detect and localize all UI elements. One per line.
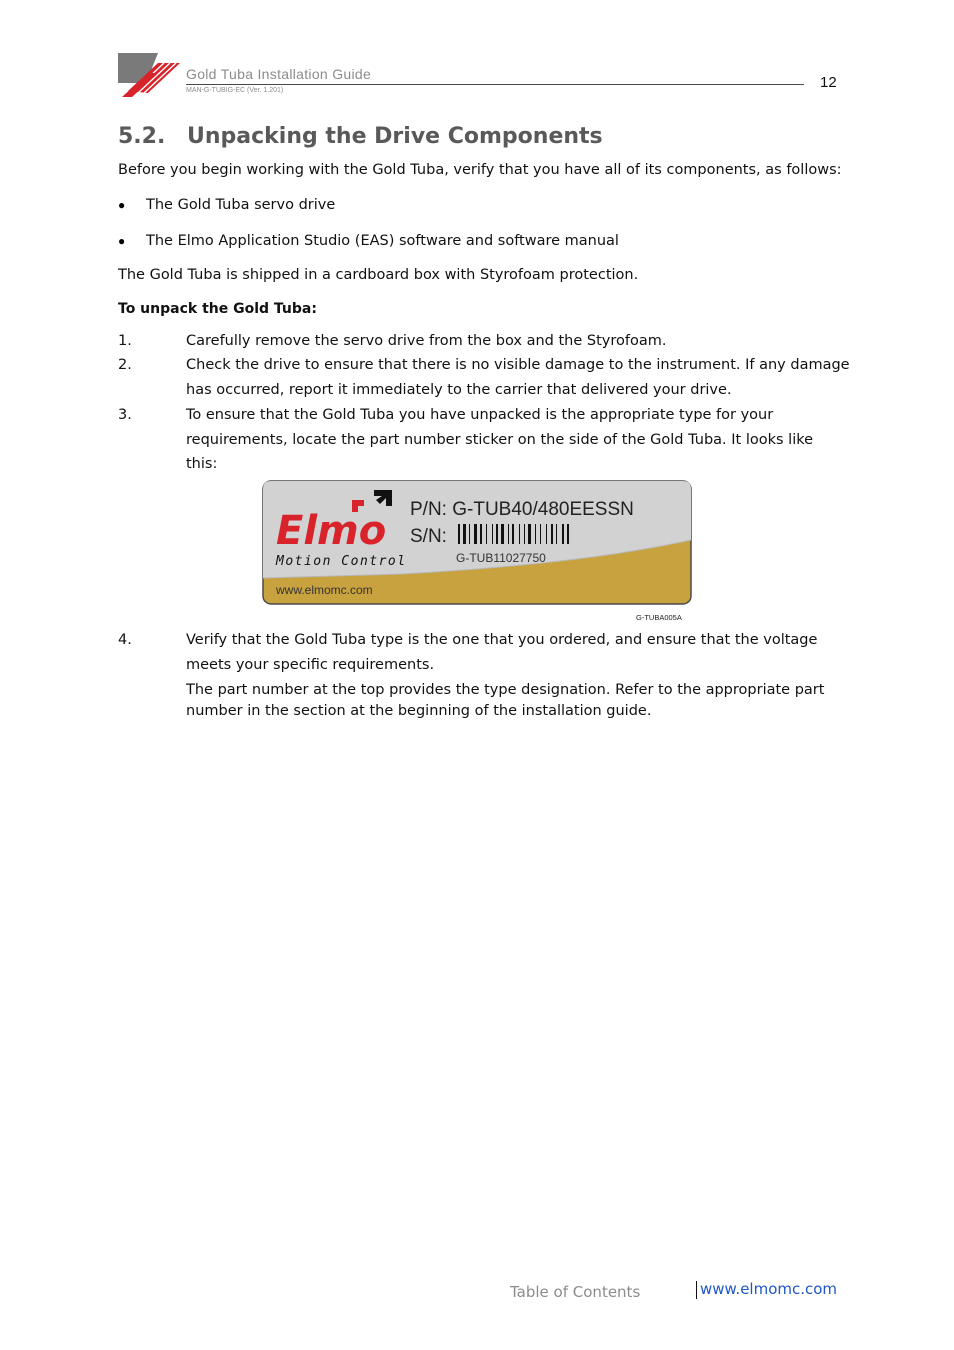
step-text: Carefully remove the servo drive from the box and the Styrofoam. — [186, 333, 667, 349]
step-number: 2. — [118, 357, 132, 373]
step-text: has occurred, report it immediately to the carrier that delivered your drive. — [186, 382, 732, 398]
procedure-heading: To unpack the Gold Tuba: — [118, 301, 317, 317]
sticker-tagline: Motion Control — [276, 554, 407, 569]
step-number: 3. — [118, 407, 132, 423]
header-doc-code: MAN-G-TUBIG-EC (Ver. 1.201) — [186, 87, 284, 94]
intro-paragraph: Before you begin working with the Gold Tuba, verify that you have all of its components, as follows: — [118, 162, 842, 178]
step-text: To ensure that the Gold Tuba you have unpacked is the appropriate type for your — [186, 407, 774, 423]
barcode-icon — [458, 524, 569, 544]
section-title: Unpacking the Drive Components — [187, 124, 603, 149]
step-text: this: — [186, 456, 218, 472]
sticker-serial-label: S/N: — [410, 526, 447, 547]
table-of-contents-link[interactable]: Table of Contents — [510, 1283, 641, 1301]
bullet-icon: ● — [118, 198, 126, 212]
step-number: 1. — [118, 333, 132, 349]
list-item: The Gold Tuba servo drive — [146, 197, 336, 213]
step-text: meets your specific requirements. — [186, 657, 435, 673]
bullet-icon: ● — [118, 234, 126, 248]
section-number: 5.2. — [118, 124, 166, 149]
figure-code: G-TUBA005A — [636, 613, 682, 622]
part-number-sticker — [262, 480, 692, 605]
step-text: Check the drive to ensure that there is no visible damage to the instrument. If any damage — [186, 357, 850, 373]
step-note: number in the section at the beginning of the installation guide. — [186, 703, 652, 719]
sticker-brand: Elmo — [276, 508, 387, 554]
footer-website-link[interactable]: www.elmomc.com — [700, 1280, 838, 1298]
sticker-part-number: P/N: G-TUB40/480EESSN — [410, 499, 634, 520]
list-item: The Elmo Application Studio (EAS) software and software manual — [146, 233, 619, 249]
step-text: requirements, locate the part number sticker on the side of the Gold Tuba. It looks like — [186, 432, 814, 448]
sticker-website: www.elmomc.com — [276, 583, 373, 597]
header-title: Gold Tuba Installation Guide — [186, 66, 372, 82]
step-number: 4. — [118, 632, 132, 648]
shipping-note: The Gold Tuba is shipped in a cardboard box with Styrofoam protection. — [118, 267, 639, 283]
page-number: 12 — [820, 74, 837, 91]
elmo-logo-icon — [118, 53, 180, 97]
sticker-serial: G-TUB11027750 — [456, 551, 546, 565]
step-note: The part number at the top provides the type designation. Refer to the appropriate part — [186, 682, 825, 698]
footer-divider — [696, 1281, 697, 1299]
step-text: Verify that the Gold Tuba type is the one that you ordered, and ensure that the voltage — [186, 632, 818, 648]
header-rule — [186, 84, 804, 85]
